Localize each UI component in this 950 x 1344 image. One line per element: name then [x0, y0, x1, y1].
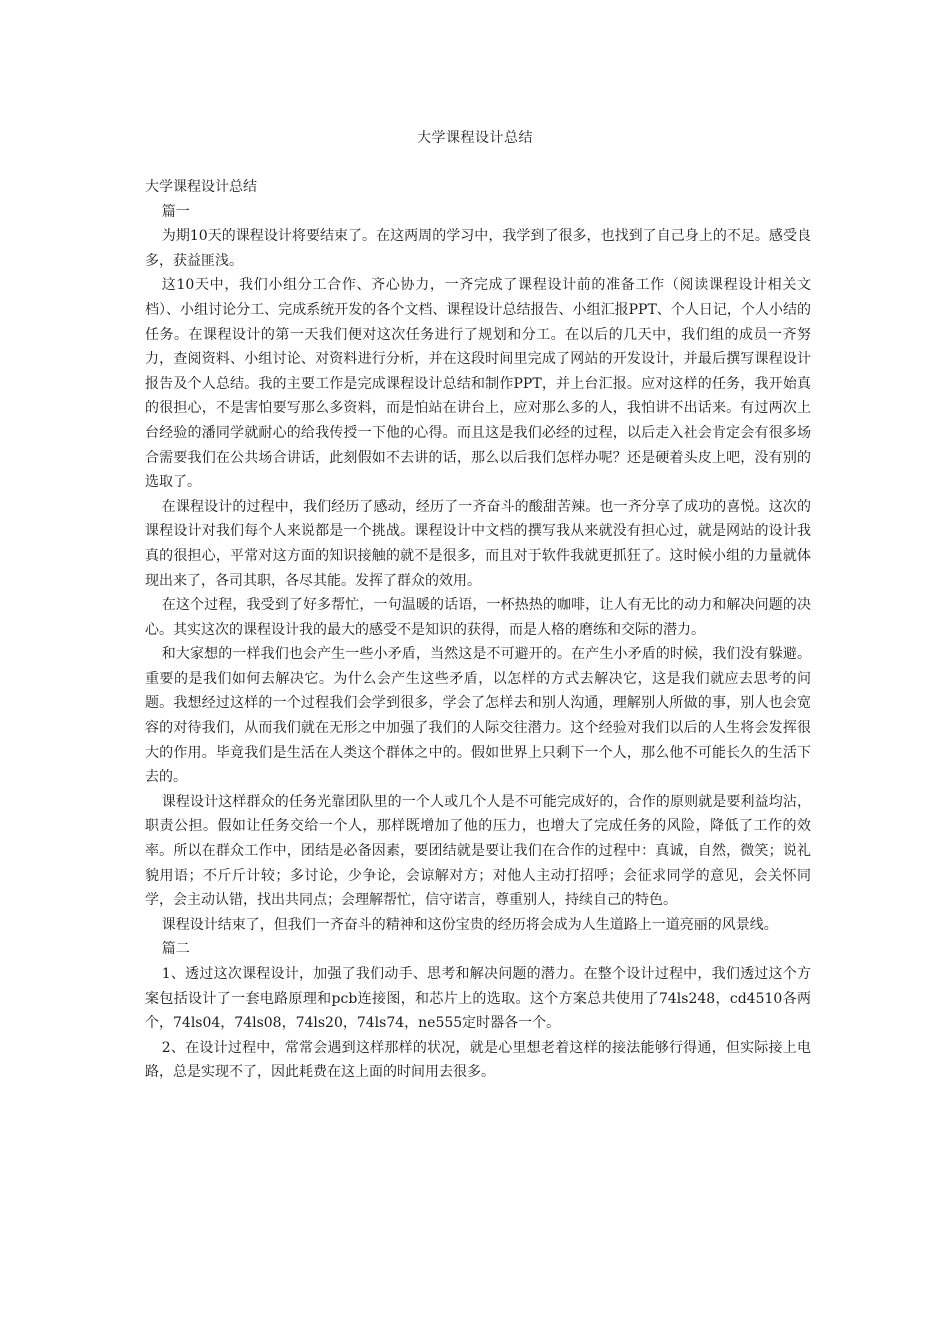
section-label-1: 篇一	[161, 203, 190, 220]
paragraph: 和大家想的一样我们也会产生一些小矛盾，当然这是不可避开的。在产生小矛盾的时候，我们没有躲避。重要的是我们如何去解决它。为什么会产生这些矛盾，以怎样的方式去解决它，这是我们就应去思考的问题。我想经过这样的一个过程我们会学到很多，学会了怎样去和别人沟通，理解别人所做的事，别人也会宽容的对待我们，从而我们就在无形之中加强了我们的人际交往潜力。这个经验对我们以后的人生将会发挥很大的作用。毕竟我们是生活在人类这个群体之中的。假如世界上只剩下一个人，那么他不可能长久的生活下去的。	[145, 646, 811, 786]
section-label-2: 篇二	[161, 941, 190, 958]
paragraph: 1、透过这次课程设计，加强了我们动手、思考和解决问题的潜力。在整个设计过程中，我们透过这个方案包括设计了一套电路原理和pcb连接图，和芯片上的选取。这个方案总共使用了74ls248，cd4510各两个，74ls04，74ls08，74ls20，74ls74，ne555定时器各一个。	[145, 966, 811, 1032]
document-title: 大学课程设计总结	[417, 130, 533, 146]
document-heading: 大学课程设计总结	[145, 179, 257, 195]
paragraph: 这10天中，我们小组分工合作、齐心协力，一齐完成了课程设计前的准备工作（阅读课程设计相关文档）、小组讨论分工、完成系统开发的各个文档、课程设计总结报告、小组汇报PPT、个人日记，个人小结的任务。在课程设计的第一天我们便对这次任务进行了规划和分工。在以后的几天中，我们组的成员一齐努力，查阅资料、小组讨论、对资料进行分析，并在这段时间里完成了网站的开发设计，并最后撰写课程设计报告及个人总结。我的主要工作是完成课程设计总结和制作PPT，并上台汇报。应对这样的任务，我开始真的很担心，不是害怕要写那么多资料，而是怕站在讲台上，应对那么多的人，我怕讲不出话来。有过两次上台经验的潘同学就耐心的给我传授一下他的心得。而且这是我们必经的过程，以后走入社会肯定会有很多场合需要我们在公共场合讲话，此刻假如不去讲的话，那么以后我们怎样办呢？还是硬着头皮上吧，没有别的选取了。	[145, 277, 811, 491]
paragraph: 2、在设计过程中，常常会遇到这样那样的状况，就是心里想老着这样的接法能够行得通，但实际接上电路，总是实现不了，因此耗费在这上面的时间用去很多。	[145, 1039, 811, 1081]
document-body	[145, 175, 811, 1085]
paragraph: 课程设计结束了，但我们一齐奋斗的精神和这份宝贵的经历将会成为人生道路上一道亮丽的风景线。	[161, 916, 778, 933]
paragraph: 在这个过程，我受到了好多帮忙，一句温暖的话语，一杯热热的咖啡，让人有无比的动力和解决问题的决心。其实这次的课程设计我的最大的感受不是知识的获得，而是人格的磨练和交际的潜力。	[145, 597, 811, 638]
paragraph: 为期10天的课程设计将要结束了。在这两周的学习中，我学到了很多，也找到了自己身上的不足。感受良多，获益匪浅。	[145, 228, 811, 269]
paragraph: 在课程设计的过程中，我们经历了感动，经历了一齐奋斗的酸甜苦辣。也一齐分享了成功的喜悦。这次的课程设计对我们每个人来说都是一个挑战。课程设计中文档的撰写我从来就没有担心过，就是网站的设计我真的很担心，平常对这方面的知识接触的就不是很多，而且对于软件我就更抓狂了。这时候小组的力量就体现出来了，各司其职，各尽其能。发挥了群众的效用。	[145, 498, 811, 589]
paragraph: 课程设计这样群众的任务光靠团队里的一个人或几个人是不可能完成好的，合作的原则就是要利益均沾，职责公担。假如让任务交给一个人，那样既增加了他的压力，也增大了完成任务的风险，降低了工作的效率。所以在群众工作中，团结是必备因素，要团结就是要让我们在合作的过程中：真诚，自然，微笑；说礼貌用语；不斤斤计较；多讨论，少争论，会谅解对方；对他人主动打招呼；会征求同学的意见，会关怀同学，会主动认错，找出共同点；会理解帮忙，信守诺言，尊重别人，持续自己的特色。	[145, 793, 811, 909]
